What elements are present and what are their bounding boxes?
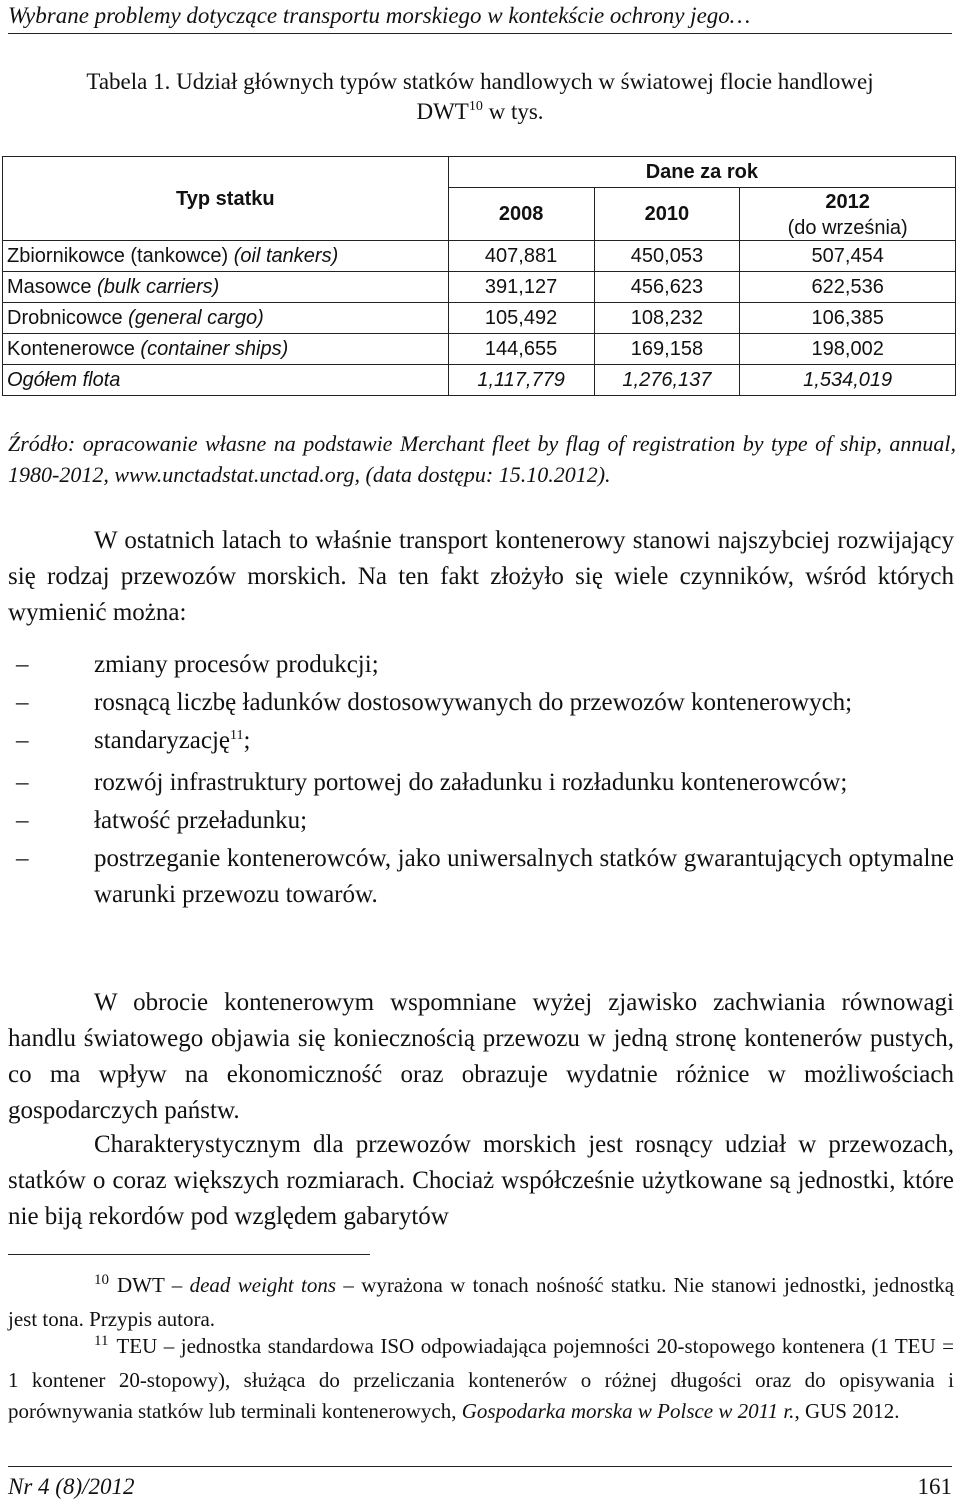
page-number: 161 [917, 1474, 952, 1499]
col-header-2010: 2010 [594, 188, 740, 241]
page-footer [8, 1466, 952, 1503]
cell-value: 391,127 [448, 272, 594, 303]
paragraph: W obrocie kontenerowym wspomniane wyżej zjawisko zachwiania równowagi handlu światowego objawia się koniecznością przewozu w jedną stronę kontenerów pustych, co ma wpływ na ekonomiczność oraz obrazuje wydatnie różnice w możliwościach gospodarczych państw. [8, 989, 954, 1124]
table-row [3, 272, 956, 303]
footnote-11: $^{11}$ TEU – jednostka standardowa ISO odpowiadająca pojemności 20-stopowego kontenera (1 TEU = 1 kontener 20-stopowy), służąca do przeliczania kontenerów o różnej długości oraz do opisywania i porównywania statków lub terminali kontenerowych, Gospodarka morska w Polsce w 2011 r., GUS 2012. [8, 1333, 954, 1423]
cell-value: 169,158 [594, 334, 740, 365]
row-label: Kontenerowce (container ships) [3, 334, 449, 365]
col-header-2008: 2008 [448, 188, 594, 241]
cell-value: 622,536 [740, 272, 956, 303]
dash-bullet: – [16, 807, 29, 834]
row-label: Zbiornikowce (tankowce) (oil tankers) [3, 241, 449, 272]
table-row [3, 241, 956, 272]
table-row [3, 334, 956, 365]
dash-bullet: – [16, 845, 29, 872]
cell-value: 198,002 [740, 334, 956, 365]
footnote-ref-10[interactable]: 10 [468, 99, 483, 114]
dash-bullet: – [16, 689, 29, 716]
cell-value: 407,881 [448, 241, 594, 272]
col-header-group: Dane za rok [448, 157, 955, 188]
cell-value: 456,623 [594, 272, 740, 303]
list-item: – rozwój infrastruktury portowej do załadunku i rozładunku kontenerowców; [8, 765, 954, 801]
cell-value: 1,276,137 [594, 365, 740, 396]
cell-value: 105,492 [448, 303, 594, 334]
dash-bullet: – [16, 651, 29, 678]
factor-list [8, 647, 954, 915]
caption-dwt: DWT [416, 99, 469, 124]
table-row-total [3, 365, 956, 396]
cell-value: 108,232 [594, 303, 740, 334]
cell-value: 1,534,019 [740, 365, 956, 396]
cell-value: 450,053 [594, 241, 740, 272]
list-item: – rosnącą liczbę ładunków dostosowywanych do przewozów kontenerowych; [8, 685, 954, 721]
table-row [3, 303, 956, 334]
footnote-10: $^{10}$ DWT – dead weight tons – wyrażona w tonach nośność statku. Nie stanowi jednostki, jednostką jest tona. Przypis autora. [8, 1272, 955, 1331]
footnote-number: 10 [94, 1272, 109, 1288]
list-item: – zmiany procesów produkcji; [8, 647, 954, 683]
row-label: Ogółem flota [3, 365, 449, 396]
footnote-number: 11 [94, 1333, 109, 1349]
col-header-2012 [740, 188, 956, 241]
fleet-table [2, 156, 956, 396]
issue-number: Nr 4 (8)/2012 [8, 1474, 135, 1499]
cell-value: 1,117,779 [448, 365, 594, 396]
table-source-note: Źródło: opracowanie własne na podstawie Merchant fleet by flag of registration by type of ship, annual, 1980-2012, www.unctadstat.unctad.org, (data dostępu: 15.10.2012). [8, 431, 956, 487]
row-label: Masowce (bulk carriers) [3, 272, 449, 303]
cell-value: 106,385 [740, 303, 956, 334]
footnote-divider [8, 1254, 370, 1255]
footnote-ref-11[interactable]: 11 [230, 728, 244, 743]
year-2012: 2012 [825, 191, 870, 213]
dash-bullet: – [16, 727, 29, 754]
list-item: – standaryzację$^{11}$; [8, 723, 954, 763]
paragraph: W ostatnich latach to właśnie transport kontenerowy stanowi najszybciej rozwijający się rodzaj przewozów morskich. Na ten fakt złożyło się wiele czynników, wśród których wymienić można: [8, 527, 954, 626]
cell-value: 144,655 [448, 334, 594, 365]
list-item: – łatwość przeładunku; [8, 803, 954, 839]
row-label: Drobnicowce (general cargo) [3, 303, 449, 334]
table-caption: Tabela 1. Udział głównych typów statków handlowych w światowej flocie handlowej [86, 69, 874, 94]
col-header-type: Typ statku [3, 157, 449, 241]
paragraph: Charakterystycznym dla przewozów morskich jest rosnący udział w przewozach, statków o coraz większych rozmiarach. Chociaż współcześnie użytkowane są jednostki, które nie biją rekordów pod względem gabarytów [8, 1131, 954, 1230]
cell-value: 507,454 [740, 241, 956, 272]
list-item: – postrzeganie kontenerowców, jako uniwersalnych statków gwarantujących optymalne warunki przewozu towarów. [8, 841, 954, 913]
dash-bullet: – [16, 769, 29, 796]
caption-units: w tys. [482, 99, 544, 124]
running-header: Wybrane problemy dotyczące transportu morskiego w kontekście ochrony jego… [8, 0, 952, 34]
year-note: (do września) [787, 217, 908, 239]
table-caption-line2 [0, 96, 960, 132]
